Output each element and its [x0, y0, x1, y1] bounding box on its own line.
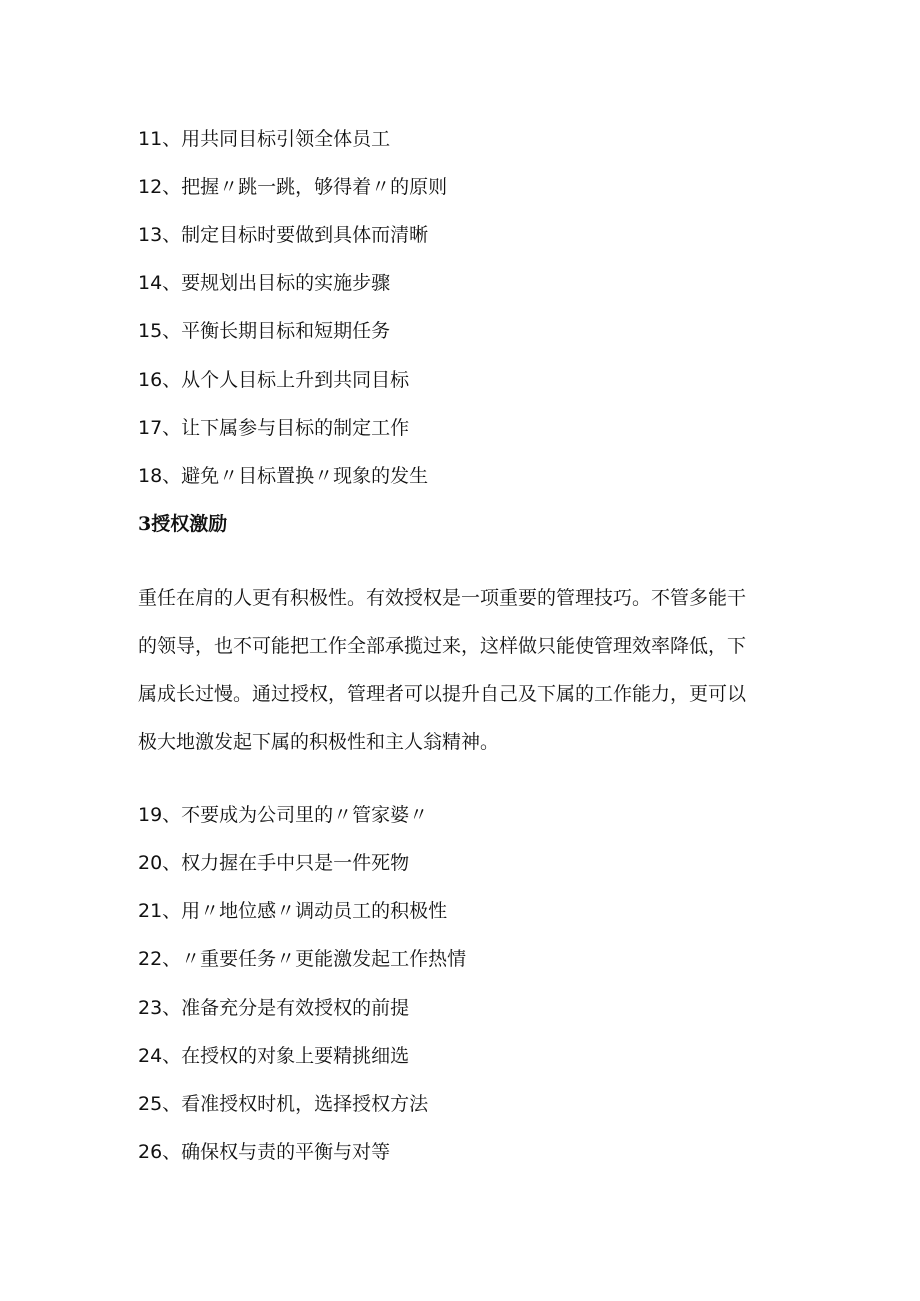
- list-item: 26、确保权与责的平衡与对等: [138, 1141, 391, 1163]
- list-item: 23、准备充分是有效授权的前提: [138, 997, 410, 1019]
- list-item: 18、避免〃目标置换〃现象的发生: [138, 465, 429, 487]
- list-item: 15、平衡长期目标和短期任务: [138, 320, 391, 342]
- paragraph-line: 属成长过慢。通过授权，管理者可以提升自己及下属的工作能力，更可以: [138, 683, 747, 705]
- list-item: 17、让下属参与目标的制定工作: [138, 417, 410, 439]
- list-item: 16、从个人目标上升到共同目标: [138, 369, 410, 391]
- section-heading: 3授权激励: [138, 513, 228, 535]
- list-item: 11、用共同目标引领全体员工: [138, 128, 391, 150]
- list-item: 12、把握〃跳一跳，够得着〃的原则: [138, 176, 448, 198]
- list-item: 22、〃重要任务〃更能激发起工作热情: [138, 948, 467, 970]
- list-item: 25、看准授权时机，选择授权方法: [138, 1093, 429, 1115]
- list-item: 20、权力握在手中只是一件死物: [138, 852, 410, 874]
- list-item: 19、不要成为公司里的〃管家婆〃: [138, 804, 429, 826]
- list-item: 21、用〃地位感〃调动员工的积极性: [138, 900, 448, 922]
- list-item: 14、要规划出目标的实施步骤: [138, 272, 391, 294]
- list-item: 24、在授权的对象上要精挑细选: [138, 1045, 410, 1067]
- paragraph-line: 的领导，也不可能把工作全部承揽过来，这样做只能使管理效率降低，下: [138, 635, 747, 657]
- list-item: 13、制定目标时要做到具体而清晰: [138, 224, 429, 246]
- paragraph-line: 重任在肩的人更有积极性。有效授权是一项重要的管理技巧。不管多能干: [138, 587, 747, 609]
- paragraph-line: 极大地激发起下属的积极性和主人翁精神。: [138, 731, 500, 753]
